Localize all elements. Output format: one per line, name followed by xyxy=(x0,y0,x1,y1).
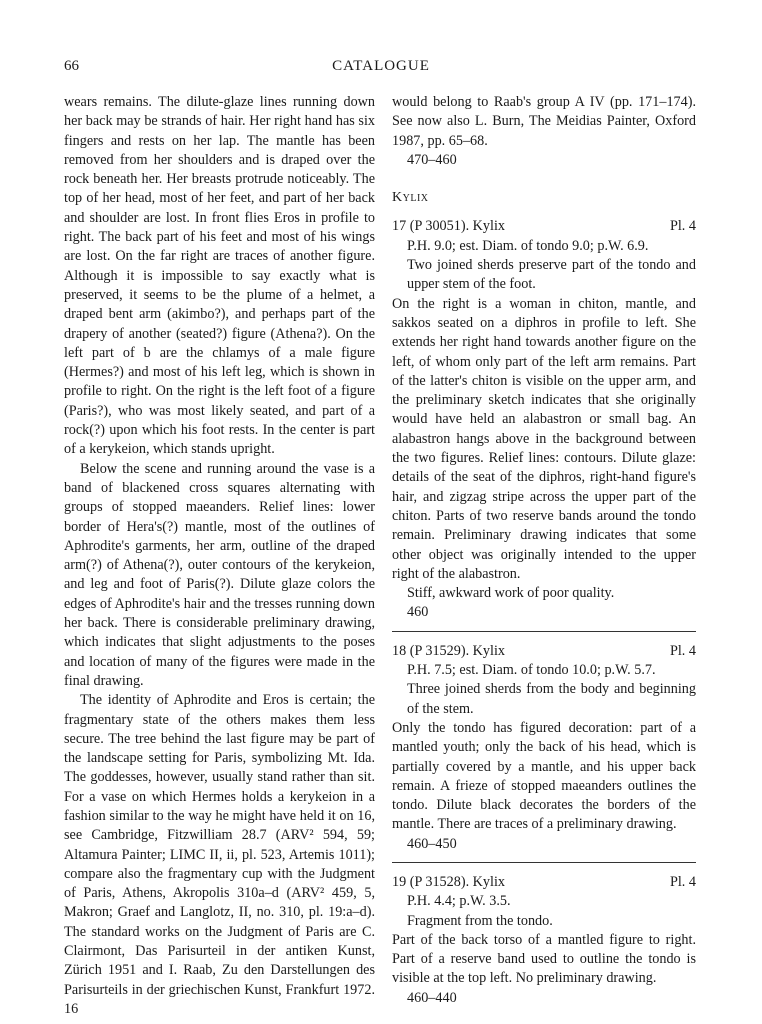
entry-preservation: Fragment from the tondo. xyxy=(407,912,553,929)
right-column xyxy=(392,93,696,1008)
entry-measurements: P.H. 9.0; est. Diam. of tondo 9.0; p.W. 6.9. xyxy=(407,237,649,254)
page-header xyxy=(0,58,762,80)
section-title: Kylix xyxy=(392,190,429,206)
entry-title: 19 (P 31528). Kylix xyxy=(392,873,505,890)
page-number: 66 xyxy=(64,58,79,74)
entry-title: 17 (P 30051). Kylix xyxy=(392,218,505,235)
left-column xyxy=(64,93,375,1019)
continuation-date: 470–460 xyxy=(407,151,457,168)
entry-comment: Stiff, awkward work of poor quality. xyxy=(407,585,615,602)
paragraph-decoration: Below the scene and running around the vase is a band of blackened cross squares alternating with groups of stopped maeanders. Relief lines: lower border of Hera's(?) mantle, most of the outlines of Aphrodite's garments, her arm, outline of the draped arm(?) of Athena(?), outer contours of the kerykeion, and leg and foot of Paris(?). Dilute glaze colors the edges of Aphrodite's hair and the tresses running down her back. There is considerable preliminary drawing, which indicates that slight adjustments to the poses and location of many of the figures were made in the final drawing. xyxy=(64,460,375,689)
entry-description: Part of the back torso of a mantled figure to right. Part of a reserve band used to outline the tondo is visible at the top left. No preliminary drawing. xyxy=(392,931,696,987)
entry-heading xyxy=(392,217,696,236)
plate-ref: Pl. 4 xyxy=(669,218,696,235)
entry-heading xyxy=(392,642,696,661)
divider xyxy=(392,631,696,632)
entry-date: 460–450 xyxy=(407,835,457,852)
entry-title: 18 (P 31529). Kylix xyxy=(392,642,505,659)
catalogue-entry-18 xyxy=(392,642,696,854)
paragraph-continuation: wears remains. The dilute-glaze lines running down her back may be strands of hair. Her right hand has six fingers and rests on her lap. The mantle has been removed from her shoulders and is draped over the rock beneath her. Her breasts protrude noticeably. The top of her head, most of her feet, and part of her back and shoulder are lost. In front flies Eros in profile to right. The back part of his feet and most of his wings are lost. On the far right are traces of another figure. Although it is impossible to say exactly what is preserved, it seems to be the plume of a helmet, a draped bent arm (akimbo?), and perhaps part of the drapery of another (seated?) figure (Athena?). On the left part of b are the chlamys of a male figure (Hermes?) and most of his left leg, which is shown in profile to right. On the right is the left foot of a figure (Paris?), who was most likely seated, and part of a rock(?) upon which his foot rests. In the center is part of a kerykeion, which stands upright. xyxy=(64,94,375,458)
entry-date: 460–440 xyxy=(407,989,457,1006)
paragraph-identity: The identity of Aphrodite and Eros is certain; the fragmentary state of the others makes them less secure. The tree behind the last figure may be part of the landscape setting for Paris, symbolizing Mt. Ida. The goddesses, however, usually stand rather than sit. For a vase on which Hermes holds a kerykeion in a fashion similar to the way he might have held it on 16, see Cambridge, Fitzwilliam 28.7 (ARV² 594, 59; Altamura Painter; LIMC II, ii, pl. 523, Artemis 1011); compare also the fragmentary cup with the Judgment of Paris, Athens, Akropolis 310a–d (ARV² 459, 5, Makron; Graef and Langlotz, II, no. 310, pl. 19:a–d). The standard works on the Judgment of Paris are C. Clairmont, Das Parisurteil in der antiken Kunst, Zürich 1951 and I. Raab, Zu den Darstellungen des Parisurteils in der griechischen Kunst, Frankfurt 1972. 16 xyxy=(64,692,375,1017)
catalogue-entry-17 xyxy=(392,217,696,622)
entry-description: On the right is a woman in chiton, mantle, and sakkos seated on a diphros in profile to left. She extends her right hand towards another figure on the left, of whom only part of the left arm remains. Part of the latter's chiton is visible on the upper arm, and the preliminary sketch indicates that she originally would have held an alabastron or small bag. An alabastron hangs above in the background between the two figures. Relief lines: contours. Dilute glaze: details of the seat of the diphros, right-hand figure's hair, and zigzag stripe across the upper part of the chiton. Parts of two reserve bands around the tondo remain. Preliminary drawing indicates that some other object was originally intended to the upper right of the alabastron. xyxy=(392,295,696,582)
running-head: CATALOGUE xyxy=(332,58,430,74)
entry-preservation: Three joined sherds from the body and beginning of the stem. xyxy=(407,681,696,717)
continuation-text: would belong to Raab's group A IV (pp. 171–174). See now also L. Burn, The Meidias Painter, Oxford 1987, pp. 65–68. xyxy=(392,94,696,149)
plate-ref: Pl. 4 xyxy=(669,873,696,890)
catalogue-entry-19 xyxy=(392,873,696,1008)
entry-preservation: Two joined sherds preserve part of the tondo and upper stem of the foot. xyxy=(407,257,696,293)
entry-heading xyxy=(392,873,696,892)
entry-measurements: P.H. 7.5; est. Diam. of tondo 10.0; p.W. 5.7. xyxy=(407,662,656,679)
plate-ref: Pl. 4 xyxy=(669,642,696,659)
entry-measurements: P.H. 4.4; p.W. 3.5. xyxy=(407,893,511,910)
entry-date: 460 xyxy=(407,604,429,621)
divider xyxy=(392,862,696,863)
entry-description: Only the tondo has figured decoration: part of a mantled youth; only the back of his head, which is partially covered by a mantle, and his upper back remain. A frieze of stopped maeanders outlines the tondo. Dilute black decorates the borders of the mantle. There are traces of a preliminary drawing. xyxy=(392,719,696,833)
